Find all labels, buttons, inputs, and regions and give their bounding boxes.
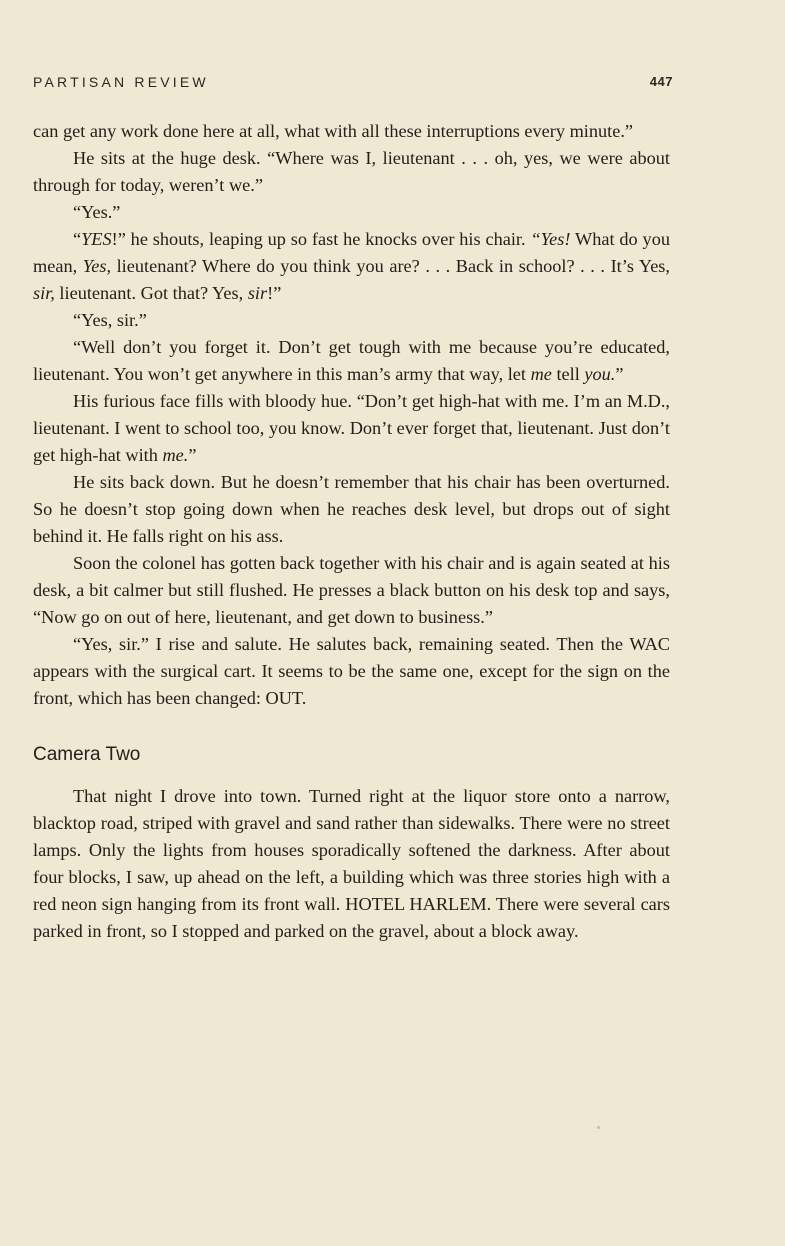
text-run: lieutenant? Where do you think you are? . . . Back in school? . . . It’s Yes, (111, 256, 670, 276)
text-run: ” (188, 445, 197, 465)
paper-fleck (597, 1126, 600, 1129)
text-run: “Yes.” (73, 202, 121, 222)
italic-run: Yes, (82, 256, 112, 276)
paragraphs-bottom (33, 783, 670, 945)
page-number: 447 (649, 74, 673, 89)
text-run: lieutenant. Got that? Yes, (54, 283, 248, 303)
text-run: He sits back down. But he doesn’t remember that his chair has been overturned. So he doesn’t stop going down when he reaches desk level, but drops out of sight behind it. He falls right on his ass. (33, 472, 670, 546)
text-run: “Yes, sir.” (73, 310, 147, 330)
text-run: can get any work done here at all, what with all these interruptions every minute.” (33, 121, 634, 141)
italic-run: sir (247, 283, 268, 303)
paragraph (33, 226, 670, 307)
italic-run: me. (162, 445, 189, 465)
paragraph (33, 145, 670, 199)
italic-run: YES (81, 229, 112, 249)
journal-title: PARTISAN REVIEW (33, 74, 209, 90)
italic-run: me (530, 364, 552, 384)
paragraph (33, 334, 670, 388)
italic-run: “Yes! (530, 229, 571, 249)
text-run: Soon the colonel has gotten back together with his chair and is again seated at his desk, a bit calmer but still flushed. He presses a black button on his desk top and says, “Now go on out of here, lieutenant, and get down to business.” (33, 553, 670, 627)
paragraphs-top (33, 118, 670, 712)
section-heading: Camera Two (33, 744, 141, 765)
paragraph (33, 307, 670, 334)
text-run: His furious face fills with bloody hue. “Don’t get high-hat with me. I’m an M.D., lieutenant. I went to school too, you know. Don’t ever forget that, lieutenant. Just don’t get high-hat with (33, 391, 670, 465)
text-run: !” (267, 283, 282, 303)
paragraph (33, 118, 670, 145)
paragraph (33, 199, 670, 226)
text-run: He sits at the huge desk. “Where was I, lieutenant . . . oh, yes, we were about through for today, weren’t we.” (33, 148, 670, 195)
text-run: What do you mean, (33, 229, 670, 276)
text-run: “Well don’t you forget it. Don’t get tough with me because you’re educated, lieutenant. You won’t get anywhere in this man’s army that way, let (33, 337, 670, 384)
body-text (33, 118, 670, 945)
italic-run: you. (584, 364, 616, 384)
text-run: tell (551, 364, 585, 384)
paragraph (33, 783, 670, 945)
text-run: “ (73, 229, 82, 249)
text-run: That night I drove into town. Turned right at the liquor store onto a narrow, blacktop road, striped with gravel and sand rather than sidewalks. There were no street lamps. Only the lights from houses sporadically softened the darkness. After about four blocks, I saw, up ahead on the left, a building which was three stories high with a red neon sign hanging from its front wall. HOTEL HARLEM. There were several cars parked in front, so I stopped and parked on the gravel, about a block away. (33, 786, 670, 941)
paragraph (33, 631, 670, 712)
text-run: !” he shouts, leaping up so fast he knocks over his chair. (111, 229, 531, 249)
italic-run: sir, (33, 283, 55, 303)
paragraph (33, 469, 670, 550)
text-run: “Yes, sir.” I rise and salute. He salutes back, remaining seated. Then the WAC appears with the surgical cart. It seems to be the same one, except for the sign on the front, which has been changed: OUT. (33, 634, 670, 708)
paragraph (33, 550, 670, 631)
text-run: ” (615, 364, 624, 384)
running-head (33, 74, 673, 94)
paragraph (33, 388, 670, 469)
